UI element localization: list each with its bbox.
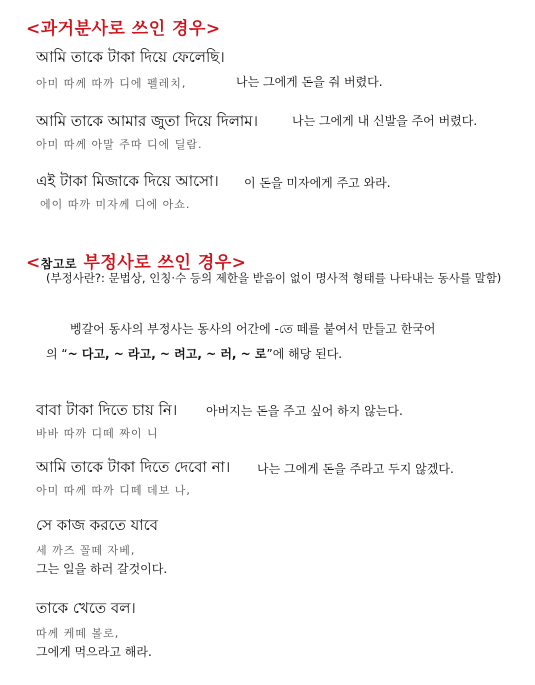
- example-korean: 아버지는 돈을 주고 싶어 하지 않는다.: [206, 404, 403, 418]
- example-korean: 나는 그에게 돈을 주라고 두지 않겠다.: [257, 462, 454, 476]
- explanation-endings: ~ 다고, ~ 라고, ~ 려고, ~ 러, ~ 로: [67, 347, 267, 361]
- explanation-line-2: [46, 341, 516, 367]
- explanation-suffix: ”에 해당 된다.: [266, 347, 343, 361]
- example-transliteration: 따께 케떼 볼로,: [36, 627, 120, 640]
- example-korean: 그는 일을 하러 갈것이다.: [36, 562, 168, 576]
- example-transliteration: 세 까즈 꼴떼 자베,: [36, 544, 136, 557]
- definition-note: (부정사란?: 문법상, 인칭·수 등의 제한을 받음이 없이 명사적 형태를 나타내는 동사를 말함): [46, 271, 502, 285]
- example-transliteration: 아미 따께 따까 디에 펠레치,: [36, 77, 187, 90]
- explanation-line-1: 벵갈어 동사의 부정사는 동사의 어간에 -তে 떼를 붙여서 만들고 한국어: [70, 322, 436, 336]
- example-bengali: বাবা টাকা দিতে চায় নি।: [36, 401, 178, 419]
- heading-main-text: 부정사로 쓰인 경우>: [77, 253, 247, 273]
- example-bengali: আমি তাকে টাকা দিতে দেবো না।: [36, 458, 231, 476]
- heading-note-label: 참고로: [40, 257, 78, 271]
- example-bengali: সে কাজ করতে যাবে: [36, 516, 158, 534]
- example-korean: 나는 그에게 내 신발을 주어 버렸다.: [292, 114, 478, 128]
- example-bengali: আমি তাকে টাকা দিয়ে ফেলেছি।: [36, 48, 225, 66]
- example-bengali: এই টাকা মিজাকে দিয়ে আসো।: [36, 172, 219, 190]
- example-korean: 나는 그에게 돈을 줘 버렸다.: [236, 75, 383, 89]
- example-korean: 이 돈을 미자에게 주고 와라.: [244, 176, 391, 190]
- example-transliteration: 에이 따까 미자께 디에 아쇼.: [40, 198, 191, 211]
- example-bengali: তাকে খেতে বল।: [36, 599, 136, 617]
- section-past-heading: <과거분사로 쓰인 경우>: [26, 19, 221, 39]
- example-bengali: আমি তাকে আমার জুতা দিয়ে দিলাম।: [36, 112, 258, 130]
- example-korean: 그에게 먹으라고 해라.: [36, 645, 152, 659]
- example-transliteration: 바바 따까 디떼 짜이 니: [36, 427, 159, 440]
- example-transliteration: 아미 따께 따까 디떼 데보 나,: [36, 484, 191, 497]
- explanation-prefix: 의 “: [46, 347, 68, 361]
- example-transliteration: 아미 따께 아말 주따 디에 딜람.: [36, 138, 203, 151]
- heading-bracket-open: <: [26, 253, 41, 273]
